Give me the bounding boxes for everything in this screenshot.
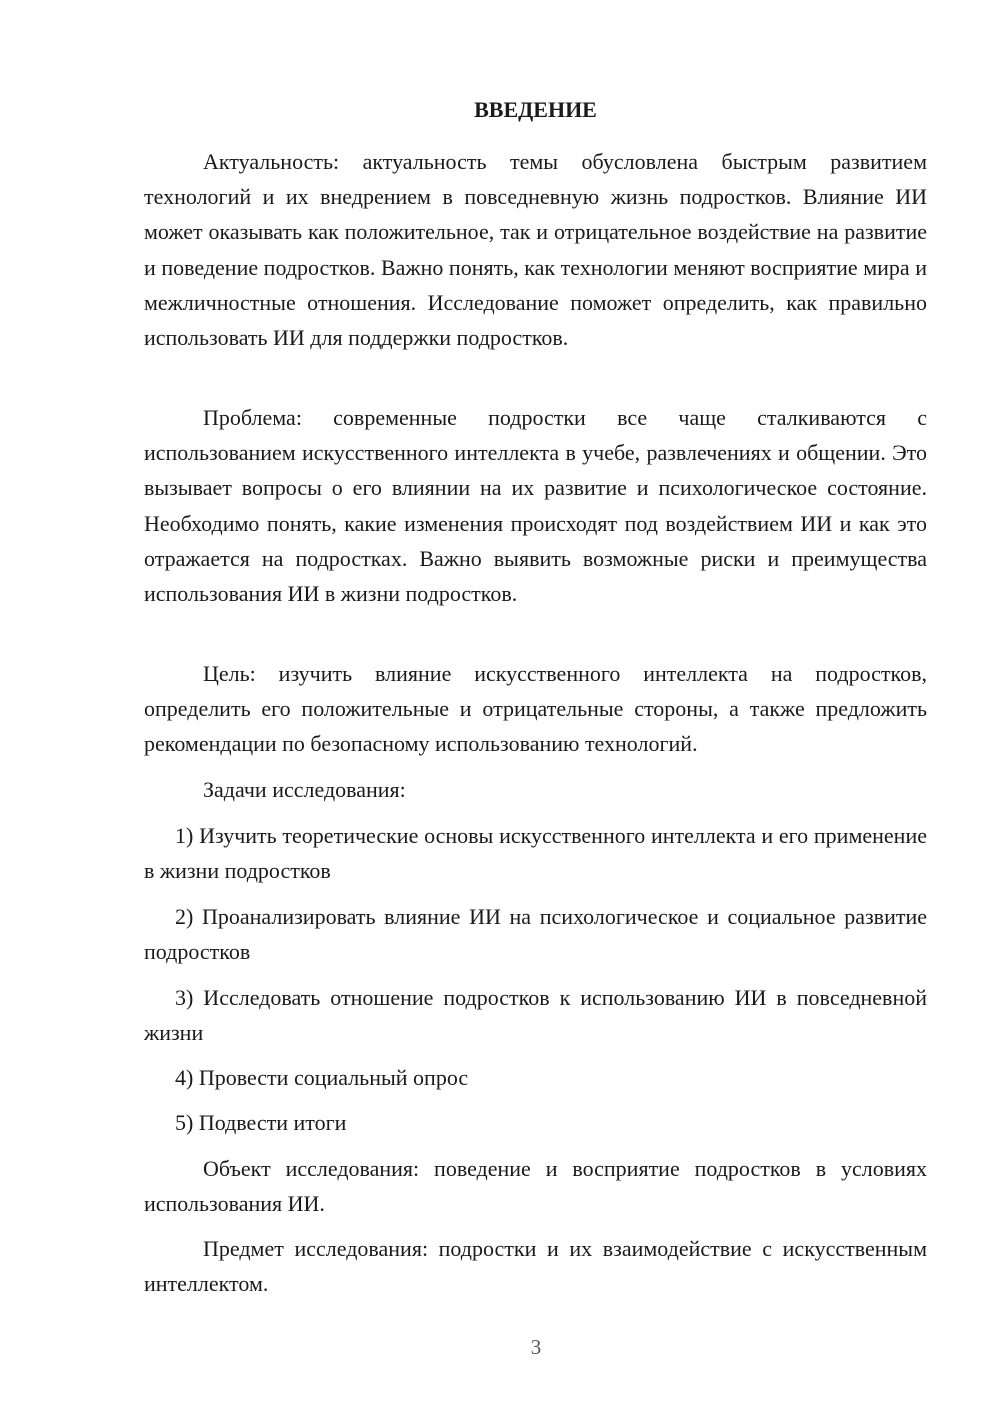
paragraph-subject: Предмет исследования: подростки и их взаимодействие с искусственным интеллектом.	[144, 1236, 927, 1297]
task-item-4: 4) Провести социальный опрос	[175, 1065, 469, 1090]
paragraph-object: Объект исследования: поведение и восприятие подростков в условиях использования ИИ.	[144, 1156, 927, 1217]
page-title: ВВЕДЕНИЕ	[474, 97, 597, 122]
task-item-5: 5) Подвести итоги	[175, 1110, 347, 1135]
paragraph-problem: Проблема: современные подростки все чаще сталкиваются с использованием искусственного интеллекта в учебе, развлечениях и общении. Это вызывает вопросы о его влиянии на их развитие и психологическое состояние. Необходимо понять, какие изменения происходят под воздействием ИИ и как это отражается на подростках. Важно выявить возможные риски и преимущества использования ИИ в жизни подростков.	[144, 405, 927, 607]
tasks-title: Задачи исследования:	[203, 777, 406, 802]
page-number: 3	[530, 1335, 542, 1359]
paragraph-goal: Цель: изучить влияние искусственного интеллекта на подростков, определить его положительные и отрицательные стороны, а также предложить рекомендации по безопасному использованию технологий.	[144, 661, 927, 757]
task-item-1: 1) Изучить теоретические основы искусственного интеллекта и его применение в жизни подростков	[144, 823, 927, 884]
paragraph-relevance: Актуальность: актуальность темы обусловлена быстрым развитием технологий и их внедрением в повседневную жизнь подростков. Влияние ИИ может оказывать как положительное, так и отрицательное воздействие на развитие и поведение подростков. Важно понять, как технологии меняют восприятие мира и межличностные отношения. Исследование поможет определить, как правильно использовать ИИ для поддержки подростков.	[144, 149, 927, 351]
task-item-2: 2) Проанализировать влияние ИИ на психологическое и социальное развитие подростков	[144, 904, 927, 965]
task-item-3: 3) Исследовать отношение подростков к использованию ИИ в повседневной жизни	[144, 985, 927, 1046]
